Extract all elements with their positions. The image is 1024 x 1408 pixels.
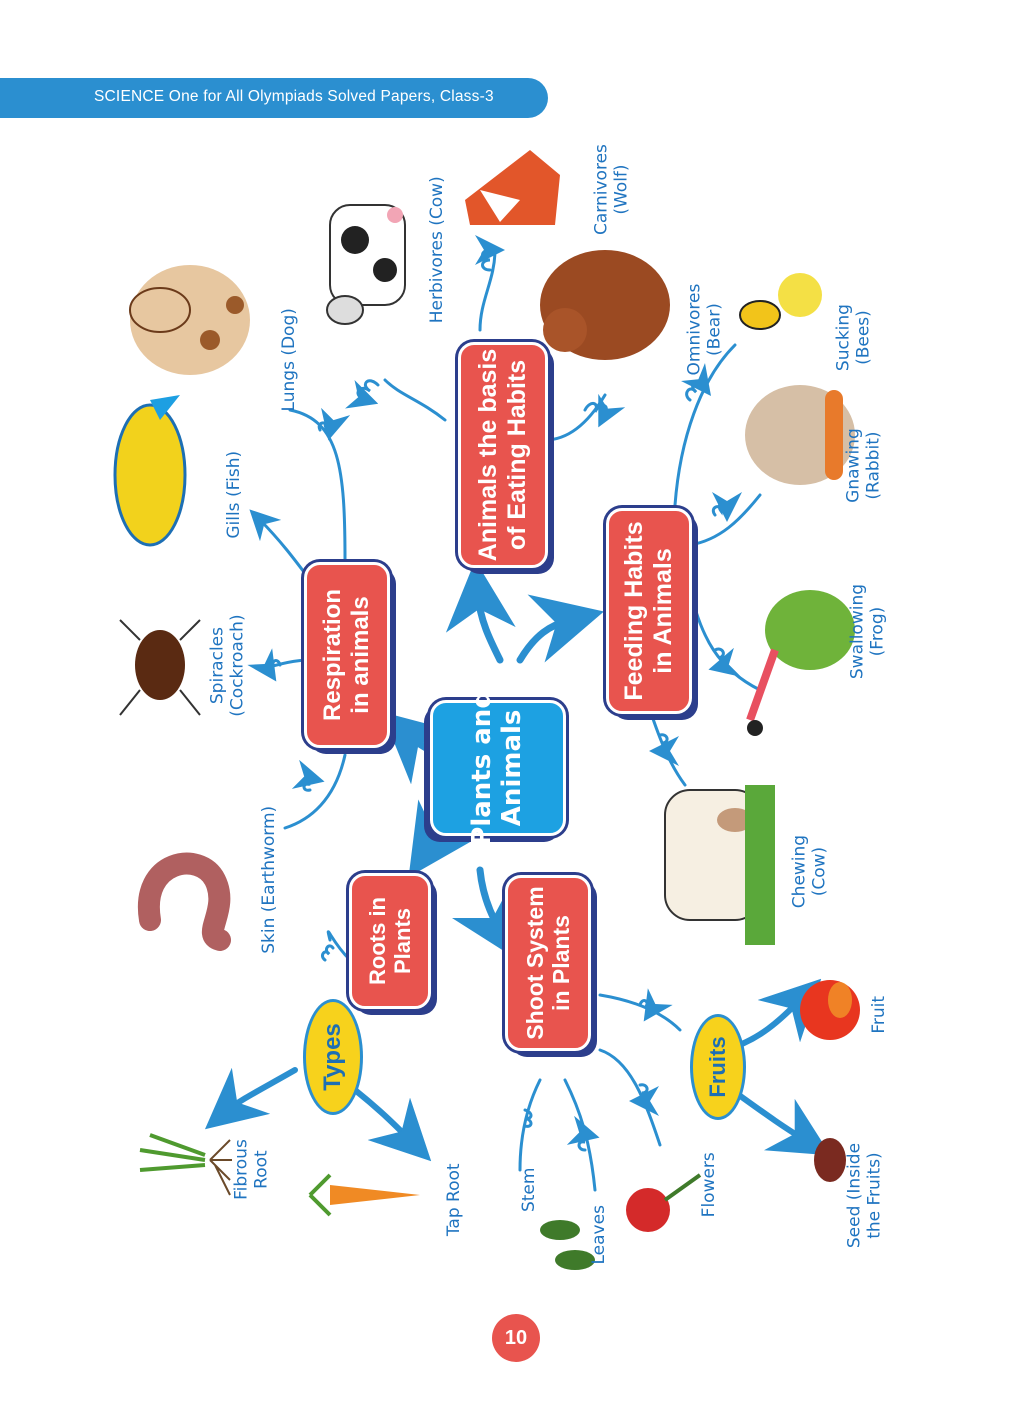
chewing-line2: (Cow) — [809, 846, 829, 897]
tap-root-text: Tap Root — [444, 1163, 465, 1237]
label-gills — [225, 440, 245, 550]
dog-illustration — [130, 265, 250, 375]
seed-illustration — [814, 1138, 846, 1182]
label-omnivores — [685, 275, 724, 385]
seed-line1: Seed (Inside — [844, 1142, 865, 1249]
connector-omnivores — [545, 395, 606, 440]
node-shoot-system — [505, 875, 591, 1051]
leaves-text: Leaves — [589, 1205, 610, 1265]
stem-text: Stem — [519, 1167, 540, 1213]
sucking-line2: (Bees) — [853, 310, 873, 365]
arrow-center-to-feeding — [520, 620, 570, 660]
center-node-plants-and-animals — [430, 690, 566, 846]
label-stem — [520, 1160, 540, 1220]
shoot-line2: in Plants — [548, 915, 574, 1011]
carnivores-line1: Carnivores — [591, 144, 612, 235]
node-eating-habits — [458, 342, 548, 568]
seed-line2: the Fruits) — [864, 1152, 884, 1239]
flowers-text: Flowers — [699, 1152, 720, 1218]
respiration-line1: Respiration — [319, 588, 347, 722]
omnivores-line1: Omnivores — [684, 283, 705, 376]
label-gnawing — [844, 416, 883, 516]
omnivores-line2: (Bear) — [704, 303, 724, 356]
spiracles-line1: Spiracles — [207, 627, 228, 705]
earthworm-illustration — [149, 864, 220, 940]
label-carnivores — [592, 130, 631, 250]
label-skin — [260, 800, 280, 960]
gills-text: Gills (Fish) — [224, 450, 245, 539]
bear-illustration — [540, 250, 670, 360]
connector-shoot-flowers — [600, 1050, 660, 1145]
fibrous-line2: Root — [251, 1150, 271, 1189]
shoot-line1: Shoot System — [521, 886, 548, 1040]
bee-illustration — [740, 273, 822, 329]
label-lungs — [280, 295, 300, 425]
label-herbivores — [428, 160, 448, 340]
label-flowers — [700, 1145, 720, 1225]
label-seed — [845, 1131, 884, 1261]
skin-text: Skin (Earthworm) — [259, 805, 280, 954]
respiration-line2: in animals — [347, 596, 374, 714]
roots-line2: Plants — [390, 907, 415, 975]
node-respiration — [304, 562, 390, 748]
fruit-text: Fruit — [869, 995, 890, 1034]
grazing-cow-illustration — [665, 785, 775, 945]
connector-swallowing — [688, 580, 760, 690]
apple-illustration — [800, 980, 860, 1040]
connector-gnawing — [690, 495, 760, 545]
wolf-illustration — [465, 150, 560, 225]
carrot-illustration — [310, 1175, 420, 1215]
connector-shoot-leaves — [565, 1080, 595, 1190]
connector-lungs — [290, 410, 345, 560]
frog-illustration — [747, 590, 855, 736]
feeding-line2: in Animals — [649, 548, 677, 674]
connector-skin — [285, 755, 345, 828]
center-line1: Plants and — [467, 690, 498, 846]
node-feeding-habits — [606, 508, 692, 714]
gnawing-line2: (Rabbit) — [863, 431, 883, 500]
roots-line1: Roots in — [364, 897, 390, 985]
herbivores-text: Herbivores (Cow) — [427, 176, 448, 324]
oval-types — [306, 1002, 360, 1112]
label-spiracles — [208, 606, 247, 726]
lungs-text: Lungs (Dog) — [279, 308, 300, 412]
label-chewing — [790, 822, 829, 922]
header-title: SCIENCE One for All Olympiads Solved Papers, Class-3 — [94, 88, 494, 105]
arrow-center-to-shoot — [480, 870, 500, 930]
center-line2: Animals — [497, 709, 527, 827]
cockroach-illustration — [120, 620, 200, 715]
connector-types-fibrous — [228, 1070, 295, 1110]
fish-illustration — [115, 395, 185, 545]
swallowing-line1: Swallowing — [847, 583, 868, 680]
rose-illustration — [626, 1175, 700, 1232]
connector-spiracles — [260, 660, 310, 670]
types-label: Types — [319, 1023, 347, 1091]
connector-types-tap — [355, 1090, 410, 1140]
sucking-line1: Sucking — [833, 304, 854, 372]
fruits-label: Fruits — [705, 1036, 731, 1098]
fibrous-root-illustration — [140, 1135, 232, 1195]
connector-gills — [260, 520, 310, 580]
rabbit-illustration — [745, 385, 855, 485]
label-leaves — [590, 1200, 610, 1270]
connector-chewing — [650, 710, 685, 785]
oval-fruits — [693, 1017, 743, 1117]
swallowing-line2: (Frog) — [867, 606, 887, 657]
carnivores-line2: (Wolf) — [611, 164, 631, 215]
connector-shoot-stem — [520, 1080, 540, 1170]
spiracles-line2: (Cockroach) — [227, 614, 247, 717]
connector-carnivores — [480, 250, 495, 330]
node-roots — [349, 873, 431, 1009]
leaves-illustration — [540, 1220, 595, 1270]
cow-illustration — [327, 205, 405, 324]
chewing-line1: Chewing — [789, 834, 810, 909]
label-fruit — [870, 985, 890, 1045]
label-tap-root — [445, 1155, 465, 1245]
page-number: 10 — [492, 1314, 540, 1362]
label-sucking — [834, 288, 873, 388]
label-swallowing — [848, 572, 887, 692]
eating-line2: of Eating Habits — [503, 359, 531, 551]
connector-herbivores — [358, 380, 445, 420]
arrow-center-to-eating — [478, 595, 500, 660]
label-fibrous — [232, 1130, 271, 1210]
gnawing-line1: Gnawing — [843, 428, 864, 503]
eating-line1: Animals the basis — [474, 348, 503, 562]
connector-roots-types — [322, 932, 350, 960]
fibrous-line1: Fibrous — [231, 1139, 252, 1200]
connector-shoot-fruits — [600, 995, 680, 1030]
feeding-line1: Feeding Habits — [620, 521, 649, 701]
